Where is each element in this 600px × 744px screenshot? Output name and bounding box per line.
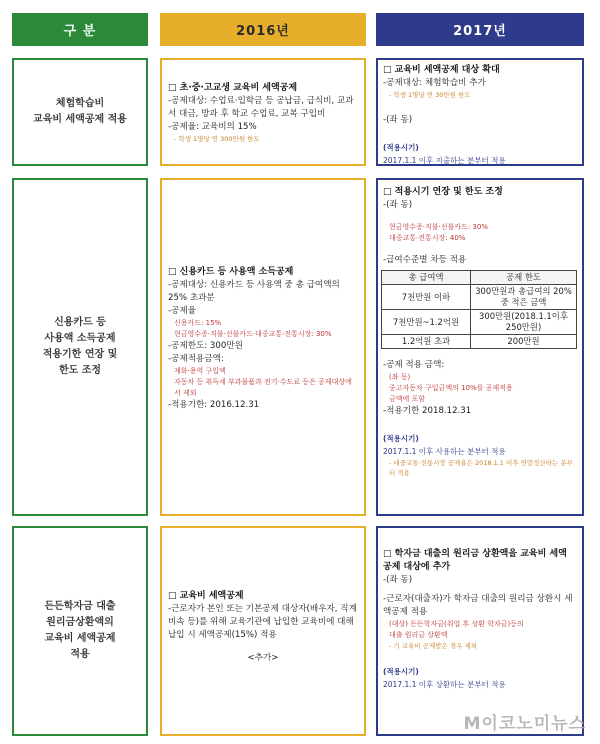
row2-category-text: 신용카드 등 사용액 소득공제 적용기한 연장 및 한도 조정 bbox=[42, 317, 118, 376]
row2-2017-rate1: 현금영수증·직불·선불카드: 30% bbox=[389, 223, 488, 231]
table-header-cell: 총 급여액 bbox=[382, 271, 471, 285]
header-2016: 2016년 bbox=[160, 13, 366, 46]
deduction-limit-table bbox=[381, 270, 577, 349]
row1-2016-note: - 학생 1명당 연 300만원 한도 bbox=[174, 135, 260, 143]
row3-2017-note: - 기 교육비 공제받은 경우 제외 bbox=[389, 642, 478, 650]
row2-2016-sub1: 재화·용역 구입액 bbox=[174, 367, 226, 375]
row3-2017-line1: -(좌 동) bbox=[383, 575, 413, 585]
table-row bbox=[382, 335, 577, 349]
row1-category bbox=[12, 58, 148, 166]
row1-2016-line1: -공제대상: 수업료·입학금 등 공납금, 급식비, 교과서 대금, 방과 후 학교 수업료, 교복 구입비 bbox=[168, 96, 354, 119]
row3-2017-sub1: (대상) 든든학자금(취업 후 상환 학자금)등의 bbox=[389, 620, 524, 628]
table-cell: 300만원과 총급여의 20% 중 적은 금액 bbox=[471, 285, 577, 310]
row2-2017-title: □ 적용시기 연장 및 한도 조정 bbox=[383, 187, 503, 197]
row1-2017-apply-label: (적용시기) bbox=[383, 143, 419, 152]
table-cell: 1.2억원 초과 bbox=[382, 335, 471, 349]
table-cell: 300만원(2018.1.1이후 250만원) bbox=[471, 310, 577, 335]
row3-2017-title: □ 학자금 대출의 원리금 상환액을 교육비 세액 공제 대상에 추가 bbox=[383, 549, 567, 572]
table-cell: 7천만원~1.2억원 bbox=[382, 310, 471, 335]
row1-2017 bbox=[376, 58, 584, 166]
row1-2016 bbox=[160, 58, 366, 166]
row1-2017-line1: -공제대상: 체험학습비 추가 bbox=[383, 78, 486, 88]
table-row bbox=[382, 310, 577, 335]
row3-2016-title: □ 교육비 세액공제 bbox=[168, 591, 244, 601]
table-row bbox=[382, 285, 577, 310]
row1-2017-line2: -(좌 동) bbox=[383, 115, 413, 125]
row3-2016-added: <추가> bbox=[247, 653, 279, 663]
row2-2017-line3: -공제 적용 금액: bbox=[383, 360, 445, 370]
row2-2017-line2: -급여수준별 차등 적용 bbox=[383, 255, 467, 265]
row3-category-text: 든든학자금 대출 원리금상환액의 교육비 세액공제 적용 bbox=[44, 601, 116, 660]
row2-2016-title: □ 신용카드 등 사용액 소득공제 bbox=[168, 267, 294, 277]
row3-2017-apply-text: 2017.1.1 이후 상환하는 분부터 적용 bbox=[383, 680, 506, 689]
row2-2017-rate2: 대중교통·전통시장: 40% bbox=[389, 234, 466, 242]
row1-category-text: 체험학습비 교육비 세액공제 적용 bbox=[33, 98, 127, 125]
row3-2016-line1: -근로자가 본인 또는 기본공제 대상자(배우자, 직계비속 등)를 위해 교육기관에 납입한 교육비에 대해 납입 시 세액공제(15%) 적용 bbox=[168, 604, 357, 640]
row2-2016 bbox=[160, 178, 366, 516]
row2-2016-rate2: 현금영수증·직불·선불카드·대중교통·전통시장: 30% bbox=[174, 330, 332, 338]
row2-2017-line4: -적용기한 2018.12.31 bbox=[383, 406, 472, 416]
header-category: 구 분 bbox=[12, 13, 148, 46]
row3-2017-line2: -근로자(대출자)가 학자금 대출의 원리금 상환시 세액공제 적용 bbox=[383, 594, 573, 617]
table-cell: 200만원 bbox=[471, 335, 577, 349]
row2-category bbox=[12, 178, 148, 516]
row1-2017-note: - 학생 1명당 연 30만원 한도 bbox=[389, 91, 471, 99]
row3-2016 bbox=[160, 526, 366, 736]
row2-2017-line1: -(좌 동) bbox=[383, 200, 413, 210]
row2-2017 bbox=[376, 178, 584, 516]
table-header-row bbox=[382, 271, 577, 285]
row1-2016-title: □ 초·중·고교생 교육비 세액공제 bbox=[168, 83, 298, 93]
watermark-logo: M이코노미뉴스 bbox=[463, 714, 586, 734]
row2-2016-line2: -공제율 bbox=[168, 306, 197, 316]
table-header-cell: 공제 한도 bbox=[471, 271, 577, 285]
row2-2016-rate1: 신용카드: 15% bbox=[174, 319, 222, 327]
row2-2017-sub1: (좌 동) bbox=[389, 373, 411, 381]
row3-category bbox=[12, 526, 148, 736]
row3-2017 bbox=[376, 526, 584, 736]
row2-2016-line4: -공제적용금액: bbox=[168, 354, 224, 364]
row1-2017-apply-text: 2017.1.1 이후 지출하는 분부터 적용 bbox=[383, 156, 506, 165]
row2-2016-sub2: 자동차 등 취득세 부과물품과 전기·수도료 등은 공제대상에서 제외 bbox=[174, 378, 352, 397]
table-cell: 7천만원 이하 bbox=[382, 285, 471, 310]
row2-2017-sub3: 금액에 포함 bbox=[389, 395, 426, 403]
row1-2017-title: □ 교육비 세액공제 대상 확대 bbox=[383, 65, 500, 75]
row3-2017-apply-label: (적용시기) bbox=[383, 667, 419, 676]
row2-2016-line1: -공제대상: 신용카드 등 사용액 중 총 급여액의 25% 초과분 bbox=[168, 280, 340, 303]
row2-2017-apply-text: 2017.1.1 이후 사용하는 분부터 적용 bbox=[383, 447, 506, 456]
row2-2017-apply-label: (적용시기) bbox=[383, 434, 419, 443]
row3-2017-sub2: 대출 원리금 상환액 bbox=[389, 631, 448, 639]
row2-2016-line5: -적용기한: 2016.12.31 bbox=[168, 400, 260, 410]
header-2017: 2017년 bbox=[376, 13, 584, 46]
row2-2017-note: - 대중교통·전통시장 공제율은 2018.1.1 이후 연말정산하는 분부터 적용 bbox=[389, 459, 573, 477]
row1-2016-line2: -공제율: 교육비의 15% bbox=[168, 122, 257, 132]
row2-2017-sub2: 중고자동차 구입금액의 10%를 공제적용 bbox=[389, 384, 513, 392]
row2-2016-line3: -공제한도: 300만원 bbox=[168, 341, 243, 351]
